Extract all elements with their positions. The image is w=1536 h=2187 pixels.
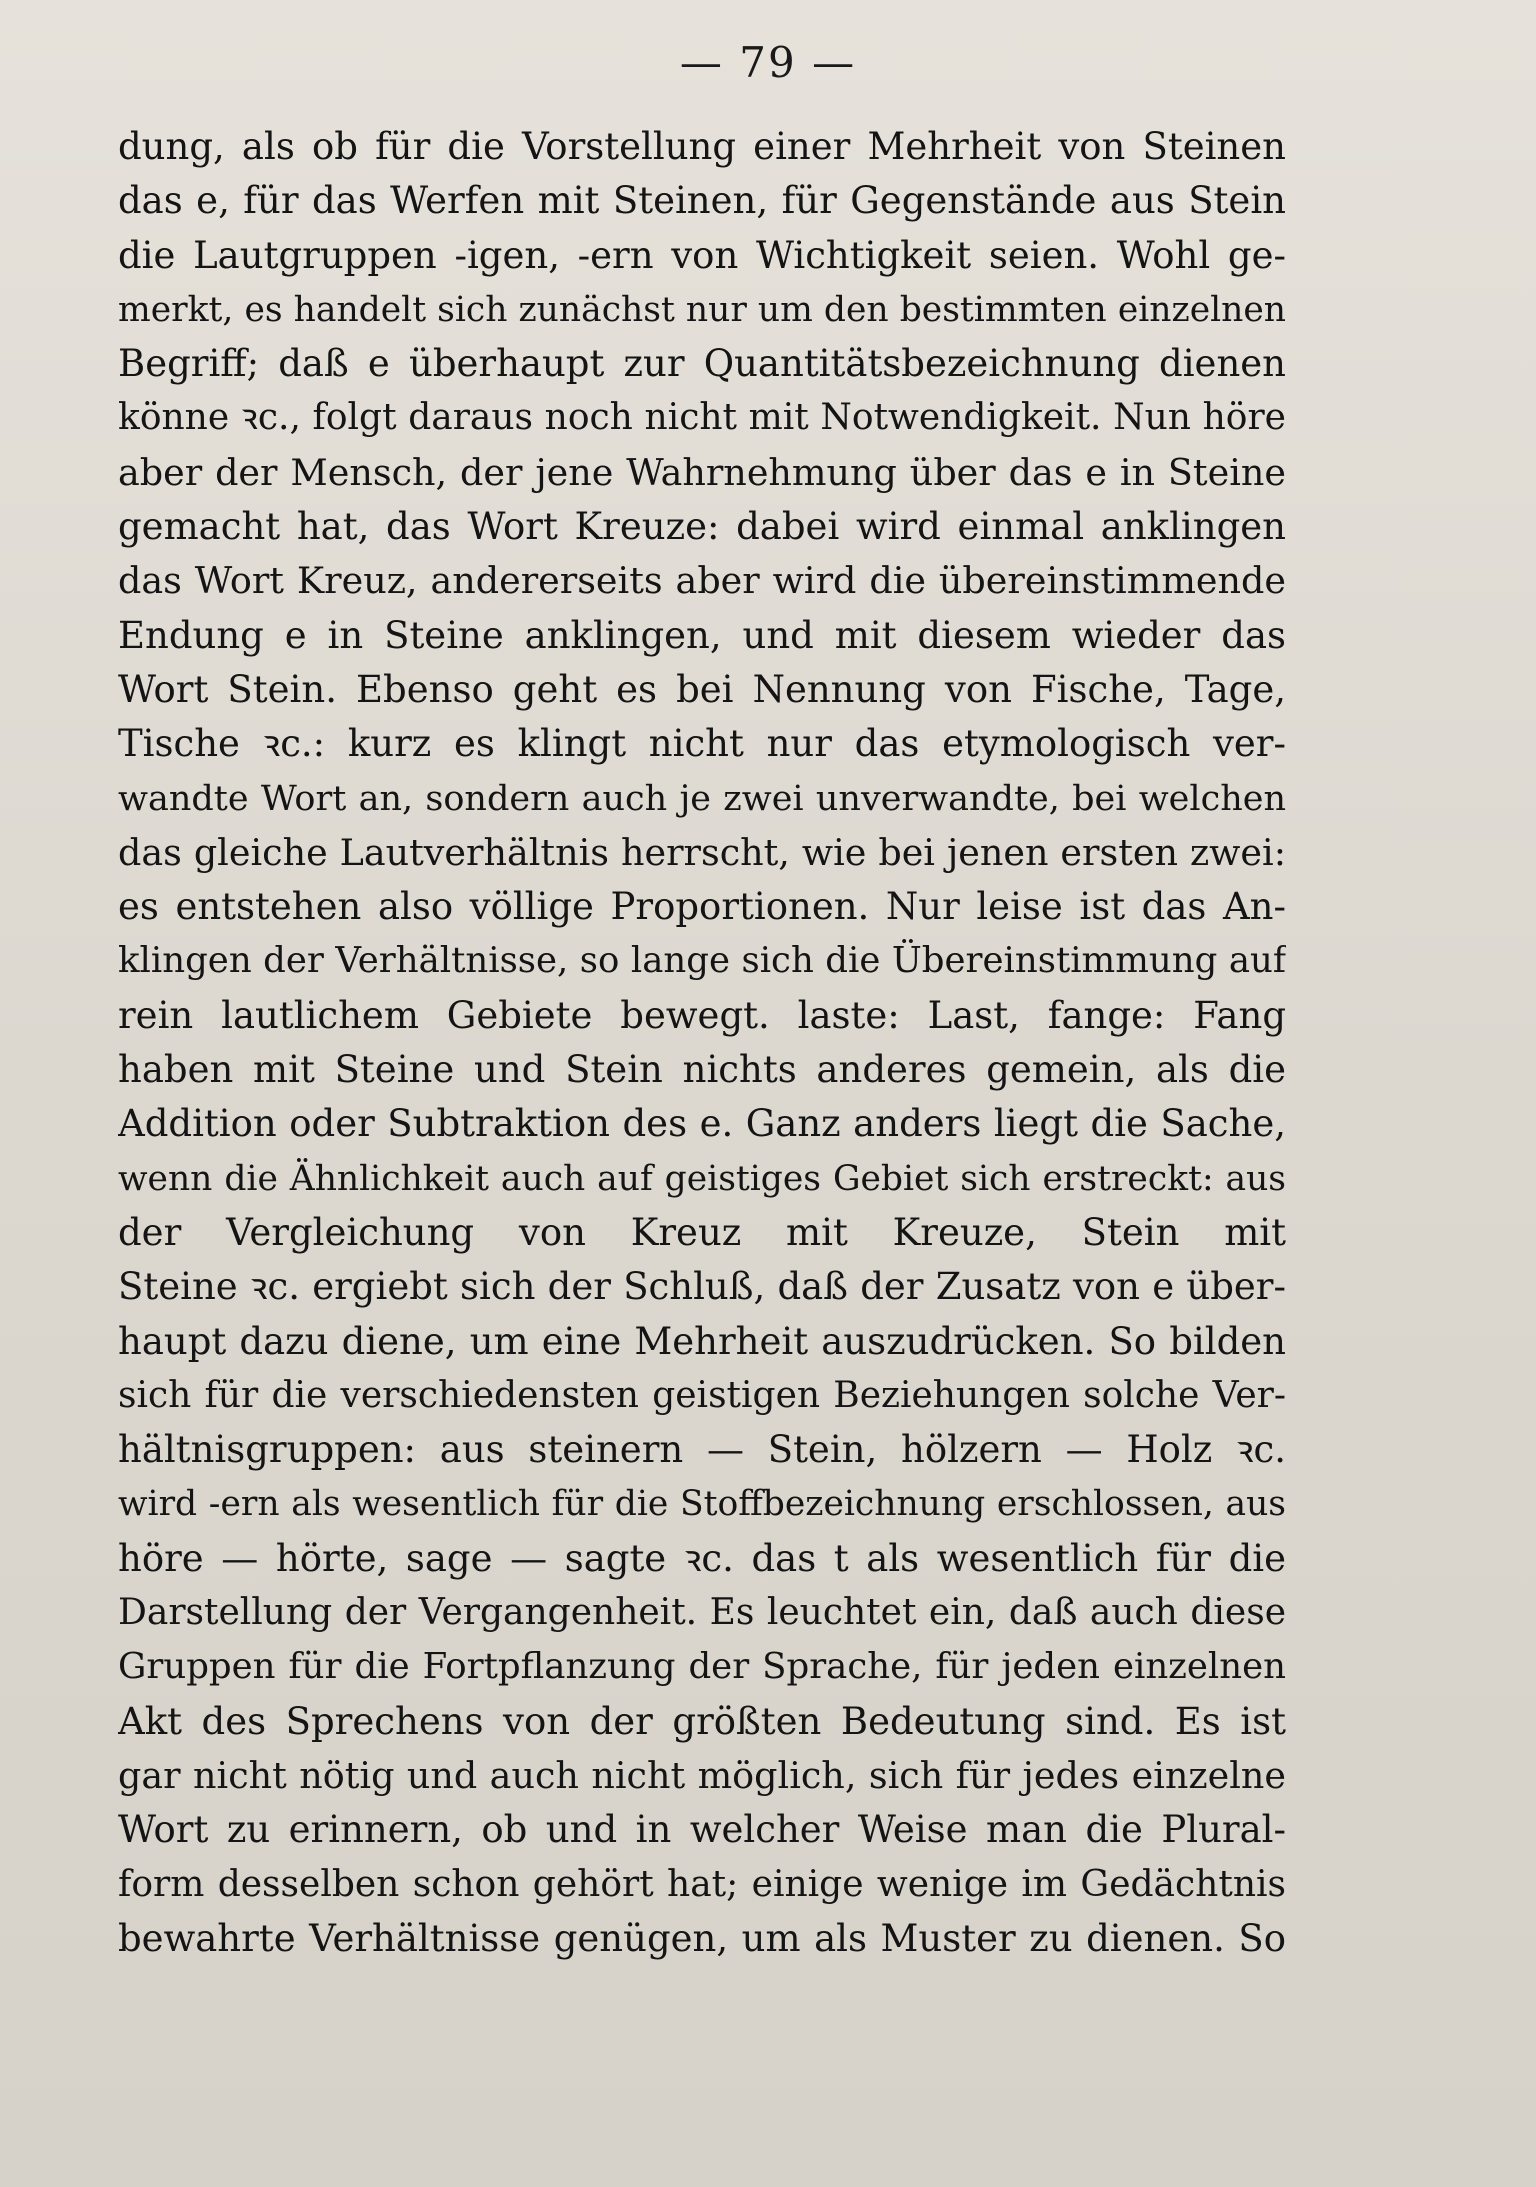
text-line: Tische ꝛc.: kurz es klingt nicht nur das etymologisch ver- [118, 722, 1286, 766]
text-line: es entstehen also völlige Proportionen. Nur leise ist das An- [118, 885, 1286, 929]
text-line: Addition oder Subtraktion des e. Ganz anders liegt die Sache, [118, 1102, 1286, 1146]
text-line: hältnisgruppen: aus steinern — Stein, hölzern — Holz ꝛc. [118, 1428, 1286, 1472]
text-line: könne ꝛc., folgt daraus noch nicht mit Notwendigkeit. Nun höre [118, 397, 1286, 439]
text-line: bewahrte Verhältnisse genügen, um als Muster zu dienen. So [118, 1916, 1286, 1960]
text-line: Wort Stein. Ebenso geht es bei Nennung von Fische, Tage, [118, 667, 1286, 711]
text-line: Endung e in Steine anklingen, und mit diesem wieder das [118, 613, 1286, 657]
text-line: das Wort Kreuz, andererseits aber wird die übereinstimmende [118, 559, 1286, 603]
text-line: wandte Wort an, sondern auch je zwei unverwandte, bei welchen [118, 778, 1286, 819]
page-number: — 79 — [679, 38, 857, 87]
text-line: Steine ꝛc. ergiebt sich der Schluß, daß der Zusatz von e über- [118, 1265, 1286, 1309]
text-line: Begriff; daß e überhaupt zur Quantitätsbezeichnung dienen [118, 342, 1286, 386]
text-line: sich für die verschiedensten geistigen Beziehungen solche Ver- [118, 1374, 1286, 1416]
text-line: form desselben schon gehört hat; einige wenige im Gedächtnis [118, 1863, 1286, 1905]
text-line: Darstellung der Vergangenheit. Es leuchtet ein, daß auch diese [118, 1592, 1286, 1634]
text-line: gemacht hat, das Wort Kreuze: dabei wird einmal anklingen [118, 505, 1286, 549]
text-line: wenn die Ähnlichkeit auch auf geistiges Gebiet sich erstreckt: aus [118, 1158, 1286, 1199]
text-line: der Vergleichung von Kreuz mit Kreuze, Stein mit [118, 1210, 1286, 1254]
text-line: Wort zu erinnern, ob und in welcher Weise man die Plural- [118, 1808, 1286, 1852]
text-line: das e, für das Werfen mit Steinen, für Gegenstände aus Stein [118, 179, 1286, 223]
text-line: höre — hörte, sage — sagte ꝛc. das t als wesentlich für die [118, 1536, 1286, 1580]
text-line: klingen der Verhältnisse, so lange sich die Übereinstimmung auf [118, 940, 1286, 982]
text-line: wird -ern als wesentlich für die Stoffbezeichnung erschlossen, aus [118, 1484, 1286, 1525]
text-line: das gleiche Lautverhältnis herrscht, wie bei jenen ersten zwei: [118, 830, 1286, 874]
text-line: Akt des Sprechens von der größten Bedeutung sind. Es ist [118, 1699, 1286, 1743]
body-text [118, 120, 1286, 1966]
text-line: die Lautgruppen -igen, -ern von Wichtigkeit seien. Wohl ge- [118, 233, 1286, 277]
text-line: dung, als ob für die Vorstellung einer Mehrheit von Steinen [118, 125, 1286, 168]
text-line: aber der Mensch, der jene Wahrnehmung über das e in Steine [118, 450, 1286, 494]
text-line: Gruppen für die Fortpflanzung der Sprache, für jeden einzelnen [118, 1646, 1286, 1688]
text-line: haupt dazu diene, um eine Mehrheit auszudrücken. So bilden [118, 1319, 1286, 1363]
text-line: merkt, es handelt sich zunächst nur um den bestimmten einzelnen [118, 289, 1286, 330]
text-line: gar nicht nötig und auch nicht möglich, sich für jedes einzelne [118, 1753, 1286, 1797]
text-line: haben mit Steine und Stein nichts anderes gemein, als die [118, 1048, 1286, 1092]
text-line: rein lautlichem Gebiete bewegt. laste: Last, fange: Fang [118, 993, 1286, 1037]
